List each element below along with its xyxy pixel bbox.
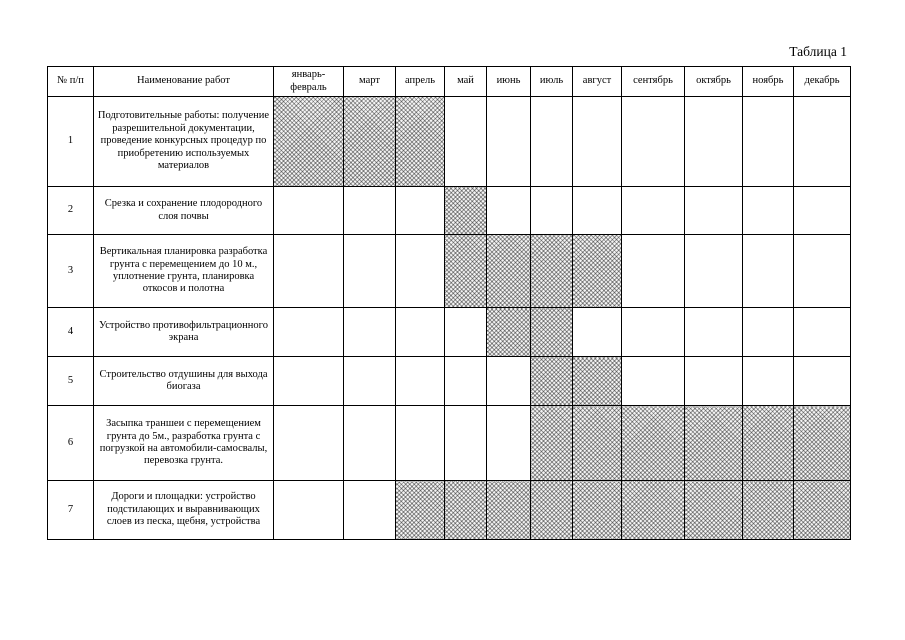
schedule-cell — [344, 357, 396, 406]
row-number: 2 — [48, 187, 94, 235]
schedule-cell — [622, 308, 685, 357]
schedule-cell — [794, 235, 851, 308]
work-name: Строительство отдушины для выхода биогаза — [94, 357, 274, 406]
schedule-cell-active — [445, 235, 487, 308]
schedule-cell — [274, 187, 344, 235]
header-month: январь- февраль — [274, 67, 344, 97]
schedule-cell — [445, 406, 487, 481]
schedule-cell — [743, 187, 794, 235]
schedule-cell — [274, 481, 344, 540]
schedule-cell — [622, 97, 685, 187]
row-number: 3 — [48, 235, 94, 308]
table-caption: Таблица 1 — [789, 44, 847, 59]
schedule-cell — [274, 406, 344, 481]
schedule-cell — [685, 187, 743, 235]
table-row — [48, 357, 851, 406]
header-name: Наименование работ — [94, 67, 274, 97]
schedule-cell — [622, 187, 685, 235]
schedule-cell — [487, 406, 531, 481]
work-name: Дороги и площадки: устройство подстилающих и выравнивающих слоев из песка, щебня, устройства — [94, 481, 274, 540]
schedule-cell — [794, 308, 851, 357]
table-row — [48, 406, 851, 481]
header-month: октябрь — [685, 67, 743, 97]
schedule-cell-active — [531, 406, 573, 481]
schedule-cell-active — [445, 481, 487, 540]
schedule-cell — [531, 187, 573, 235]
schedule-cell-active — [396, 97, 445, 187]
schedule-cell — [794, 357, 851, 406]
schedule-cell-active — [445, 187, 487, 235]
schedule-cell-active — [487, 481, 531, 540]
schedule-cell — [622, 357, 685, 406]
schedule-cell-active — [396, 481, 445, 540]
schedule-cell — [622, 235, 685, 308]
schedule-cell — [531, 97, 573, 187]
schedule-cell-active — [743, 481, 794, 540]
schedule-cell-active — [487, 235, 531, 308]
schedule-cell-active — [573, 357, 622, 406]
schedule-cell-active — [685, 481, 743, 540]
schedule-cell — [344, 308, 396, 357]
work-name: Срезка и сохранение плодородного слоя почвы — [94, 187, 274, 235]
schedule-cell-active — [274, 97, 344, 187]
schedule-cell-active — [531, 308, 573, 357]
table-row — [48, 187, 851, 235]
schedule-cell-active — [622, 406, 685, 481]
schedule-cell-active — [487, 308, 531, 357]
schedule-cell — [743, 308, 794, 357]
header-month: сентябрь — [622, 67, 685, 97]
schedule-cell-active — [685, 406, 743, 481]
schedule-cell-active — [531, 481, 573, 540]
work-name: Засыпка траншеи с перемещением грунта до 5м., разработка грунта с погрузкой на автомобили-самосвалы, перевозка грунта. — [94, 406, 274, 481]
schedule-cell — [274, 235, 344, 308]
work-name: Вертикальная планировка разработка грунта с перемещением до 10 м., уплотнение грунта, планировка откосов и полотна — [94, 235, 274, 308]
schedule-cell — [794, 187, 851, 235]
schedule-cell — [344, 187, 396, 235]
schedule-cell — [487, 187, 531, 235]
schedule-cell — [743, 235, 794, 308]
table-row — [48, 308, 851, 357]
schedule-cell — [743, 97, 794, 187]
schedule-cell — [445, 308, 487, 357]
schedule-cell — [685, 357, 743, 406]
schedule-cell — [685, 235, 743, 308]
schedule-cell-active — [573, 481, 622, 540]
schedule-cell-active — [531, 235, 573, 308]
schedule-cell-active — [573, 235, 622, 308]
schedule-cell-active — [622, 481, 685, 540]
schedule-cell — [396, 357, 445, 406]
table-row — [48, 481, 851, 540]
schedule-cell — [743, 357, 794, 406]
schedule-cell-active — [573, 406, 622, 481]
header-num: № п/п — [48, 67, 94, 97]
schedule-cell — [396, 187, 445, 235]
row-number: 5 — [48, 357, 94, 406]
header-month: март — [344, 67, 396, 97]
header-month: май — [445, 67, 487, 97]
schedule-cell — [274, 308, 344, 357]
schedule-cell — [344, 235, 396, 308]
work-name: Устройство противофильтрационного экрана — [94, 308, 274, 357]
schedule-cell-active — [344, 97, 396, 187]
schedule-cell — [445, 357, 487, 406]
table-row — [48, 97, 851, 187]
header-month: ноябрь — [743, 67, 794, 97]
header-month: декабрь — [794, 67, 851, 97]
work-name: Подготовительные работы: получение разрешительной документации, проведение конкурсных процедур по приобретению используемых материалов — [94, 97, 274, 187]
schedule-cell — [344, 481, 396, 540]
schedule-cell-active — [794, 406, 851, 481]
schedule-cell — [396, 406, 445, 481]
schedule-cell — [396, 308, 445, 357]
schedule-cell — [487, 97, 531, 187]
schedule-cell — [573, 187, 622, 235]
header-month: июль — [531, 67, 573, 97]
header-month: июнь — [487, 67, 531, 97]
schedule-cell — [396, 235, 445, 308]
row-number: 7 — [48, 481, 94, 540]
header-row — [48, 67, 851, 97]
row-number: 4 — [48, 308, 94, 357]
row-number: 1 — [48, 97, 94, 187]
work-schedule-table — [47, 66, 851, 540]
schedule-cell-active — [794, 481, 851, 540]
schedule-cell — [274, 357, 344, 406]
header-month: апрель — [396, 67, 445, 97]
schedule-cell — [573, 97, 622, 187]
row-number: 6 — [48, 406, 94, 481]
schedule-cell-active — [531, 357, 573, 406]
schedule-cell-active — [743, 406, 794, 481]
schedule-cell — [487, 357, 531, 406]
header-month: август — [573, 67, 622, 97]
schedule-cell — [685, 308, 743, 357]
schedule-cell — [573, 308, 622, 357]
schedule-cell — [344, 406, 396, 481]
schedule-cell — [685, 97, 743, 187]
schedule-cell — [445, 97, 487, 187]
table-row — [48, 235, 851, 308]
schedule-cell — [794, 97, 851, 187]
